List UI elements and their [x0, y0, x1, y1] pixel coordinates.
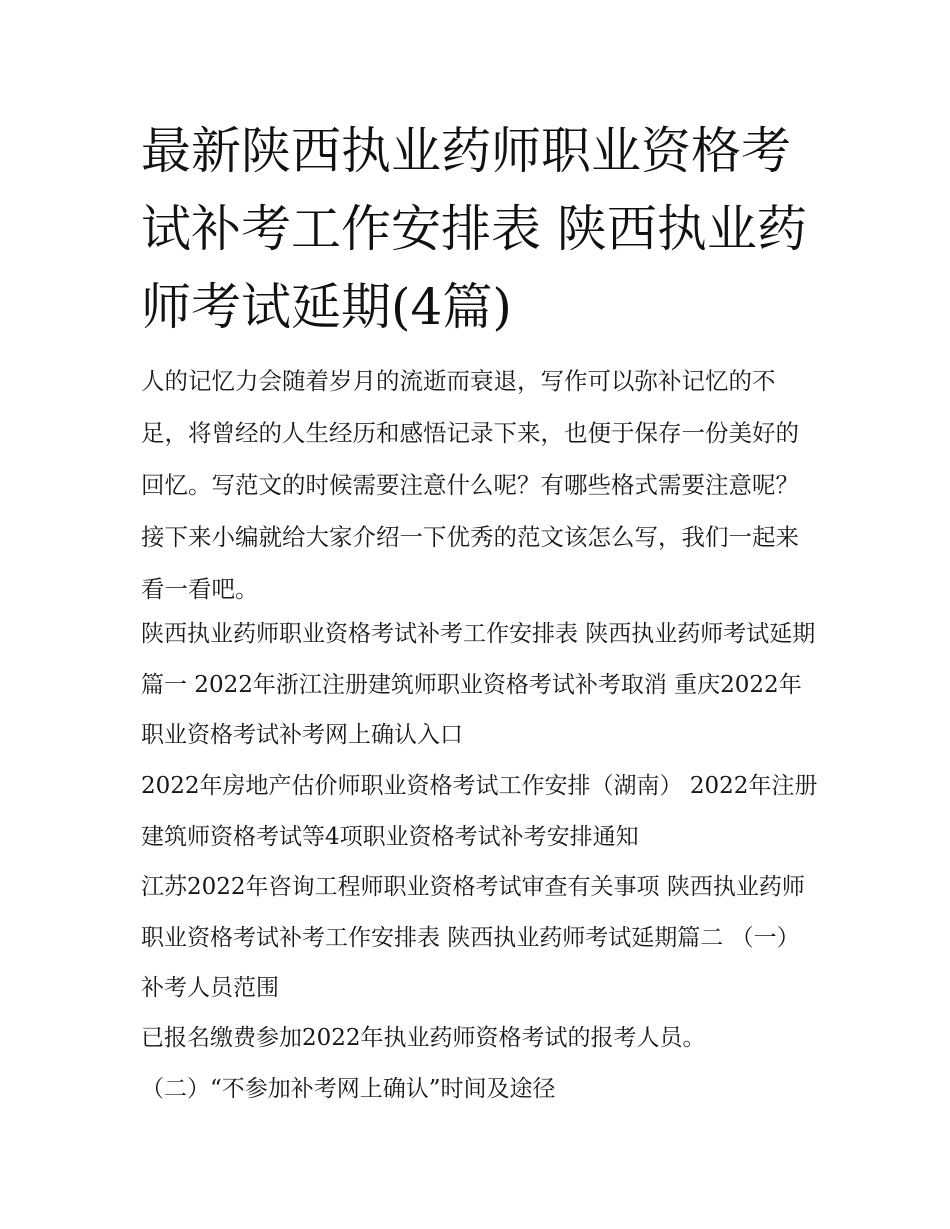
document-title: 最新陕西执业药师职业资格考试补考工作安排表 陕西执业药师考试延期(4篇) — [141, 122, 807, 336]
body-paragraph-2: 2022年房地产估价师职业资格考试工作安排（湖南） 2022年注册建筑师资格考试等4项职业资格考试补考安排通知 — [141, 773, 818, 850]
body-paragraph-1: 陕西执业药师职业资格考试补考工作安排表 陕西执业药师考试延期篇一 2022年浙江注册建筑师职业资格考试补考取消 重庆2022年职业资格考试补考网上确认入口 — [141, 621, 816, 748]
body-paragraph-5: （二）“不参加补考网上确认”时间及途径 — [141, 1076, 556, 1102]
body-paragraph-3: 江苏2022年咨询工程师职业资格考试审查有关事项 陕西执业药师职业资格考试补考工作安排表 陕西执业药师考试延期篇二 （一）补考人员范围 — [141, 874, 805, 1001]
body-paragraph-4: 已报名缴费参加2022年执业药师资格考试的报考人员。 — [141, 1025, 706, 1051]
intro-paragraph: 人的记忆力会随着岁月的流逝而衰退，写作可以弥补记忆的不足，将曾经的人生经历和感悟记录下来，也便于保存一份美好的回忆。写范文的时候需要注意什么呢？有哪些格式需要注意呢？接下来小编就给大家介绍一下优秀的范文该怎么写，我们一起来看一看吧。 — [141, 367, 799, 603]
